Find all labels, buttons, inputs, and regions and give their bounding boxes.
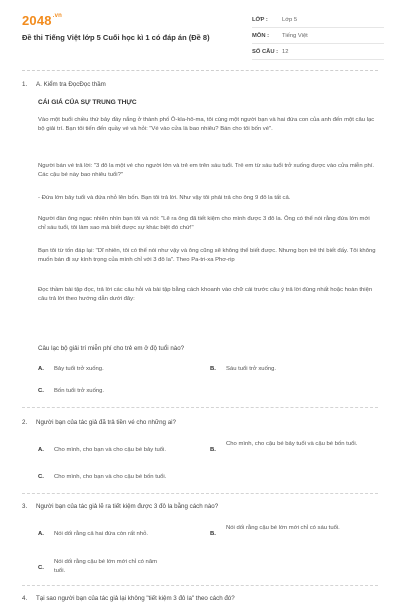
meta-key: MÔN : — [252, 32, 270, 39]
option-letter: B. — [210, 447, 216, 453]
option-text: Bốn tuổi trở xuống. — [54, 388, 105, 394]
passage-paragraph: Người đàn ông ngạc nhiên nhìn bạn tôi và nói: "Lẽ ra ông đã tiết kiệm cho mình được 3 đô la. Ông có thể nói rằng đứa lớn mới chỉ sáu tuổi, tôi làm sao mà biết được sự khác biệt đó chứ!" — [38, 216, 370, 231]
option-text: Nói dối rằng cậu bé lớn mới chỉ có năm tuổi. — [54, 559, 158, 574]
question-text: Tại sao người bạn của tác giả lại không "tiết kiệm 3 đô la" theo cách đó? — [36, 595, 235, 602]
question-line — [22, 502, 218, 511]
option-text: Nói dối rằng cả hai đứa còn rất nhỏ. — [54, 531, 148, 537]
option-text: Cho mình, cho bạn và cho cậu bé bảy tuổi. — [54, 447, 166, 453]
meta-key: LỚP : — [252, 16, 268, 23]
option-letter: B. — [210, 366, 216, 372]
question-number: 1. — [22, 81, 28, 88]
passage-paragraph: - Đứa lớn bảy tuổi và đứa nhỏ lên bốn. Bạn tôi trả lời. Như vậy tôi phải trả cho ông 9 đô la tất cả. — [38, 195, 291, 201]
option-letter: A. — [38, 531, 44, 537]
section-divider — [22, 585, 378, 586]
site-logo[interactable] — [22, 13, 62, 28]
option-text: Sáu tuổi trở xuống. — [226, 366, 277, 372]
meta-value: Tiếng Việt — [282, 32, 308, 39]
option-letter: C. — [38, 388, 44, 394]
section-heading — [22, 80, 106, 89]
meta-key: SỐ CÂU : — [252, 48, 279, 55]
meta-value: 12 — [282, 48, 289, 55]
passage-paragraph: Vào một buổi chiều thứ bảy đầy nắng ở thành phố Ô-kla-hô-ma, tôi cùng một người bạn và hai đứa con của anh đến một câu lạc bộ giải trí. Bạn tôi tiến đến quầy vé và hỏi: "Vé vào cửa là bao nhiêu? Bán cho tôi bốn vé". — [38, 117, 375, 132]
option-letter: C. — [38, 565, 44, 571]
passage-paragraph: Đọc thầm bài tập đọc, trả lời các câu hỏi và bài tập bằng cách khoanh vào chữ cái trước câu ý trả lời đúng nhất hoặc hoàn thiện câu trả lời theo hướng dẫn dưới đây: — [38, 287, 373, 302]
section-divider — [22, 493, 378, 494]
option-text: Cho mình, cho cậu bé bảy tuổi và cậu bé bốn tuổi. — [226, 441, 358, 447]
header-divider — [22, 70, 378, 71]
document-title: Đề thi Tiếng Việt lớp 5 Cuối học kì 1 có đáp án (Đề 8) — [22, 33, 210, 42]
option-text: Bảy tuổi trở xuống. — [54, 366, 104, 372]
meta-row-question-count — [252, 44, 384, 60]
section-divider — [22, 407, 378, 408]
option-text: Nói dối rằng cậu bé lớn mới chỉ có sáu tuổi. — [226, 525, 340, 531]
option-letter: A. — [38, 366, 44, 372]
option-letter: B. — [210, 531, 216, 537]
logo-text: 2048 — [22, 13, 52, 28]
document-header — [0, 0, 400, 66]
question-text: Người bạn của tác giả lẽ ra tiết kiệm được 3 đô la bằng cách nào? — [36, 503, 219, 510]
meta-row-class — [252, 12, 384, 28]
question-number: 2. — [22, 419, 28, 426]
passage-paragraph: Người bán vé trả lời: "3 đô la một vé cho người lớn và trẻ em trên sáu tuổi. Trẻ em từ sáu tuổi trở xuống được vào cửa miễn phí. Các cậu bé này bao nhiêu tuổi?" — [38, 163, 375, 178]
option-letter: A. — [38, 447, 44, 453]
meta-value: Lớp 5 — [282, 16, 298, 23]
logo-suffix: .vn — [52, 13, 63, 19]
question-line — [22, 594, 235, 603]
question-number: 4. — [22, 595, 28, 602]
section-heading-text: A. Kiểm tra ĐọcĐọc thầm — [36, 81, 106, 88]
document-meta — [252, 12, 384, 60]
question-number: 3. — [22, 503, 28, 510]
option-text: Cho mình, cho bạn và cho cậu bé bốn tuổi. — [54, 474, 167, 480]
question-text: Câu lạc bộ giải trí miễn phí cho trẻ em ở độ tuổi nào? — [38, 345, 185, 352]
question-line — [22, 418, 176, 427]
question-text: Người bạn của tác giả đã trả tiền vé cho những ai? — [36, 419, 176, 426]
option-letter: C. — [38, 474, 44, 480]
meta-row-subject — [252, 28, 384, 44]
passage-paragraph: Bạn tôi từ tốn đáp lại: "Dĩ nhiên, tôi có thể nói như vậy và ông cũng sẽ không thể biết được. Nhưng bọn trẻ thì biết đấy. Tôi không muốn bán đi sự kính trọng của mình chỉ với 3 đô la". Theo Pa-tri-xa Phơ-rip — [38, 248, 376, 263]
passage-title: CÁI GIÁ CỦA SỰ TRUNG THỰC — [38, 99, 137, 106]
